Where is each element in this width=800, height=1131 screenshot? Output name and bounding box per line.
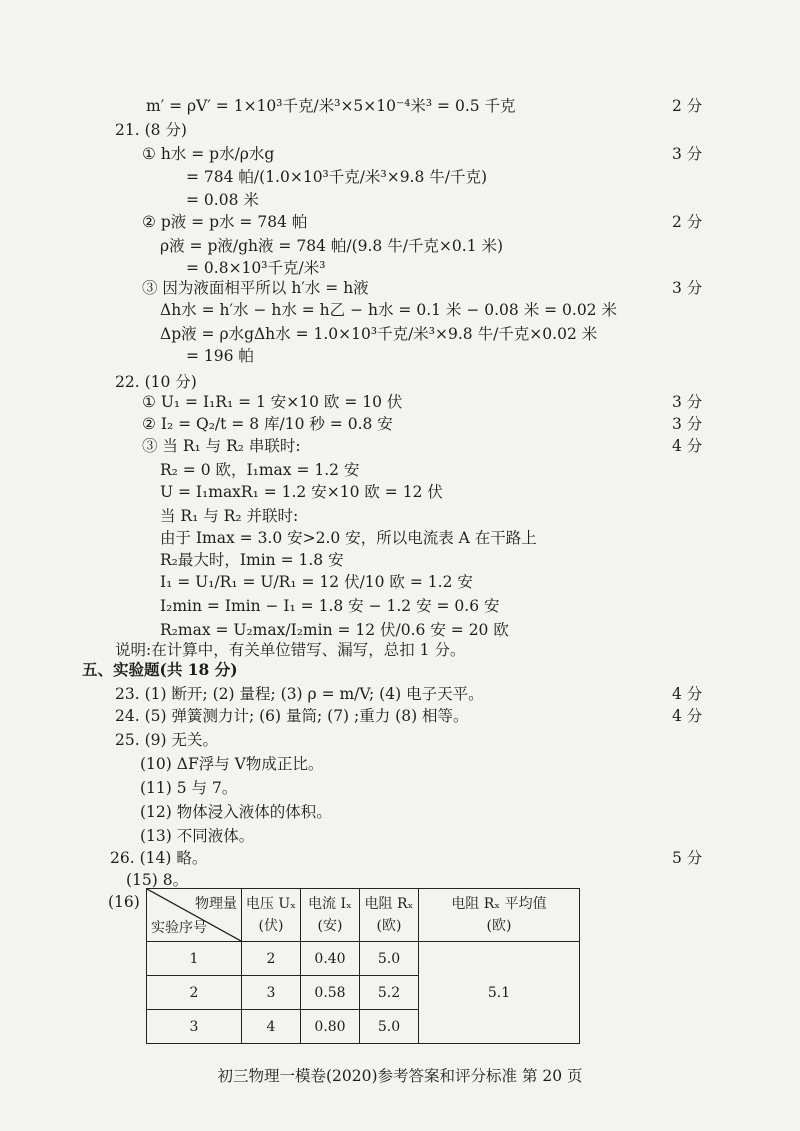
answer-line: R₂ = 0 欧，I₁max = 1.2 安 (160, 461, 360, 479)
cell-trial-no: 1 (147, 942, 242, 976)
answer-line: (13) 不同液体。 (140, 827, 255, 845)
header-current-name: 电流 Iₓ (308, 896, 352, 912)
answer-line: R₂max = U₂max/I₂min = 12 伏/0.6 安 = 20 欧 (160, 621, 509, 639)
score-label: 5 分 (672, 849, 703, 867)
answer-line: U = I₁maxR₁ = 1.2 安×10 欧 = 12 伏 (160, 483, 443, 501)
header-average-name: 电阻 Rₓ 平均值 (451, 896, 547, 912)
cell-voltage: 2 (242, 942, 301, 976)
header-resistance-unit: (欧) (376, 918, 402, 934)
table-row (147, 942, 580, 976)
answer-line: (10) ΔF浮与 V物成正比。 (140, 755, 324, 773)
answer-line: I₂min = Imin − I₁ = 1.8 安 − 1.2 安 = 0.6 安 (160, 597, 500, 615)
answer-line: Δh水 = h′水 − h水 = h乙 − h水 = 0.1 米 − 0.08 米 = 0.02 米 (160, 301, 617, 319)
cell-average: 5.1 (419, 942, 580, 1044)
answer-line: ① h水 = p水/ρ水g (142, 145, 275, 163)
answer-line: (16) (108, 893, 140, 911)
answer-line: 25. (9) 无关。 (115, 731, 218, 749)
score-label: 3 分 (672, 415, 703, 433)
score-label: 4 分 (672, 685, 703, 703)
answer-line: Δp液 = ρ水gΔh水 = 1.0×10³千克/米³×9.8 牛/千克×0.02 米 (160, 325, 598, 343)
score-label: 4 分 (672, 707, 703, 725)
score-label: 3 分 (672, 393, 703, 411)
cell-resistance: 5.2 (360, 976, 419, 1010)
answer-line: = 0.8×10³千克/米³ (186, 259, 326, 277)
cell-resistance: 5.0 (360, 942, 419, 976)
results-table-wrapper (146, 888, 580, 1044)
score-label: 2 分 (672, 97, 703, 115)
cell-current: 0.40 (301, 942, 360, 976)
table-header-row (147, 889, 580, 942)
section-heading: 五、实验题(共 18 分) (82, 660, 238, 679)
header-current (301, 889, 360, 942)
score-label: 4 分 (672, 437, 703, 455)
header-voltage-name: 电压 Uₓ (245, 896, 297, 912)
score-label: 3 分 (672, 279, 703, 297)
answer-line: = 784 帕/(1.0×10³千克/米³×9.8 牛/千克) (186, 168, 488, 186)
answer-line: ① U₁ = I₁R₁ = 1 安×10 欧 = 10 伏 (142, 393, 403, 411)
cell-trial-no: 3 (147, 1010, 242, 1044)
diagonal-header-cell (147, 889, 242, 942)
answer-line: ρ液 = p液/gh液 = 784 帕/(9.8 牛/千克×0.1 米) (160, 237, 504, 255)
diagonal-bottom-label: 实验序号 (151, 920, 207, 936)
answer-line: 24. (5) 弹簧测力计; (6) 量筒; (7) ;重力 (8) 相等。 (115, 707, 469, 725)
header-average-unit: (欧) (486, 918, 512, 934)
question-heading: 22. (10 分) (115, 373, 197, 391)
diagonal-top-label: 物理量 (195, 896, 237, 912)
cell-voltage: 4 (242, 1010, 301, 1044)
answer-line: m′ = ρV′ = 1×10³千克/米³×5×10⁻⁴米³ = 0.5 千克 (146, 97, 516, 115)
answer-line: (12) 物体浸入液体的体积。 (140, 803, 332, 821)
answer-line: R₂最大时，Imin = 1.8 安 (160, 551, 344, 569)
header-average (419, 889, 580, 942)
answer-line: ② p液 = p水 = 784 帕 (142, 213, 308, 231)
cell-trial-no: 2 (147, 976, 242, 1010)
cell-current: 0.80 (301, 1010, 360, 1044)
answer-line: 由于 Imax = 3.0 安>2.0 安，所以电流表 A 在干路上 (160, 529, 537, 547)
header-resistance-name: 电阻 Rₓ (364, 896, 414, 912)
note-line: 说明:在计算中，有关单位错写、漏写，总扣 1 分。 (115, 641, 466, 659)
cell-voltage: 3 (242, 976, 301, 1010)
answer-line: = 0.08 米 (186, 191, 259, 209)
question-heading: 21. (8 分) (115, 121, 187, 139)
score-label: 2 分 (672, 213, 703, 231)
answer-line: (15) 8。 (126, 871, 189, 889)
answer-line: I₁ = U₁/R₁ = U/R₁ = 12 伏/10 欧 = 1.2 安 (160, 573, 473, 591)
answer-line: ③ 因为液面相平所以 h′水 = h液 (142, 279, 369, 297)
cell-resistance: 5.0 (360, 1010, 419, 1044)
header-resistance (360, 889, 419, 942)
answer-line: 23. (1) 断开; (2) 量程; (3) ρ = m/V; (4) 电子天平。 (115, 685, 484, 703)
header-voltage (242, 889, 301, 942)
answer-line: (11) 5 与 7。 (140, 779, 238, 797)
page-footer: 初三物理一模卷(2020)参考答案和评分标准 第 20 页 (217, 1067, 583, 1085)
answer-line: ③ 当 R₁ 与 R₂ 串联时: (142, 437, 301, 455)
answer-line: 当 R₁ 与 R₂ 并联时: (160, 507, 299, 525)
answer-line: ② I₂ = Q₂/t = 8 库/10 秒 = 0.8 安 (142, 415, 393, 433)
results-table (146, 888, 580, 1044)
cell-current: 0.58 (301, 976, 360, 1010)
header-current-unit: (安) (317, 918, 343, 934)
answer-line: = 196 帕 (186, 347, 254, 365)
header-voltage-unit: (伏) (258, 918, 284, 934)
score-label: 3 分 (672, 145, 703, 163)
answer-line: 26. (14) 略。 (110, 849, 208, 867)
